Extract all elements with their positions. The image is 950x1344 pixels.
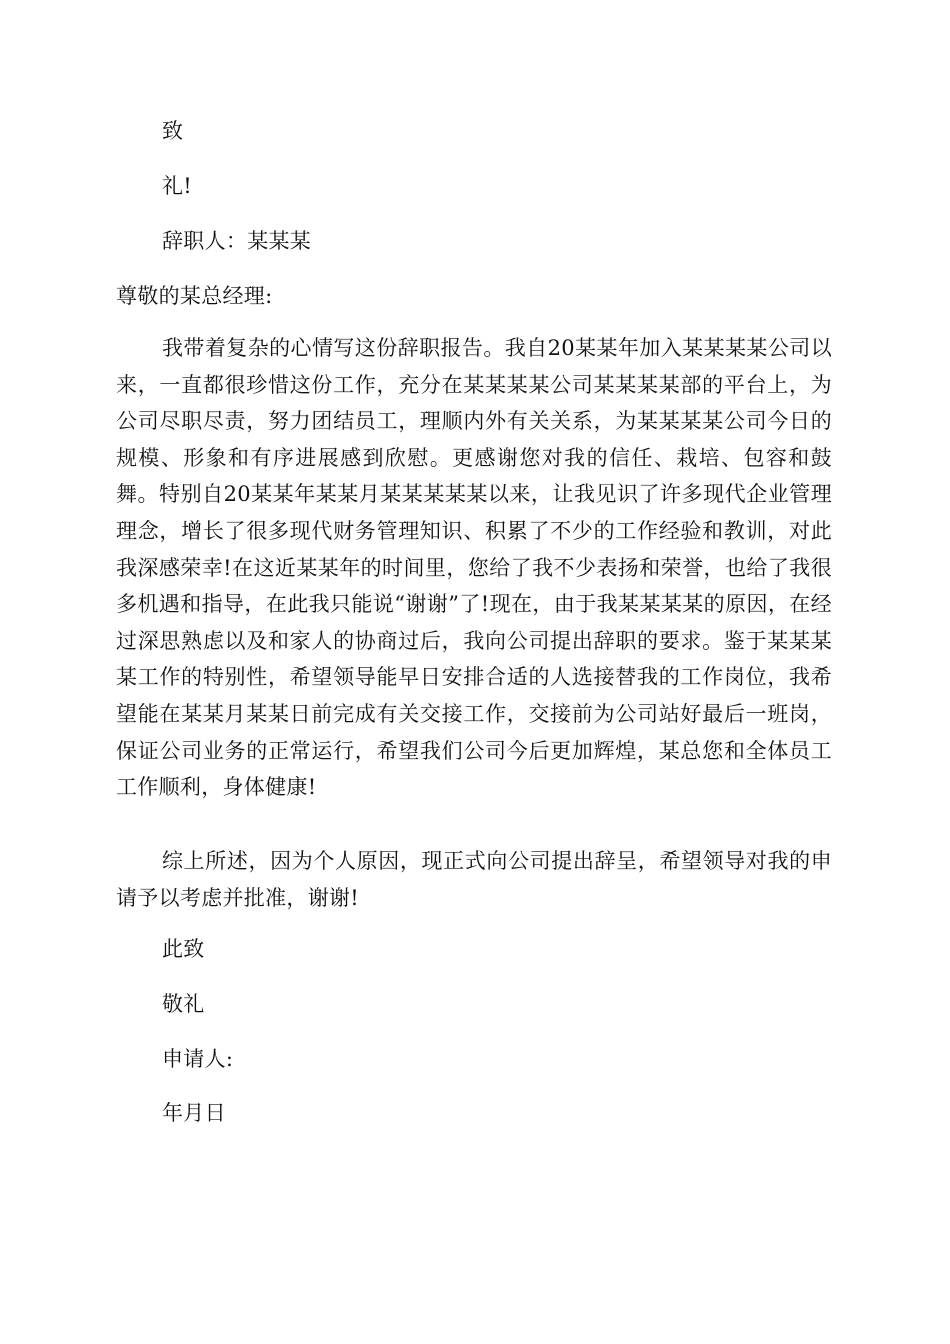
applicant-label: 申请人:	[162, 1047, 234, 1071]
closing-ci-zhi: 此致	[162, 937, 205, 961]
closing-to: 致	[162, 119, 184, 143]
letter-summary-paragraph: 综上所述，因为个人原因，现正式向公司提出辞呈，希望领导对我的申请予以考虑并批准，谢谢!	[116, 849, 832, 910]
date-label: 年月日	[162, 1101, 226, 1125]
letter-body-paragraph: 我带着复杂的心情写这份辞职报告。我自20某某年加入某某某某公司以来，一直都很珍惜这份工作，充分在某某某某公司某某某某部的平台上，为公司尽职尽责，努力团结员工，理顺内外有关关系，为某某某某公司今日的规模、形象和有序进展感到欣慰。更感谢您对我的信任、栽培、包容和鼓舞。特别自20某某年某某月某某某某某以来，让我见识了许多现代企业管理理念，增长了很多现代财务管理知识、积累了不少的工作经验和教训，对此我深感荣幸!在这近某某年的时间里，您给了我不少表扬和荣誉，也给了我很多机遇和指导，在此我只能说“谢谢”了!现在，由于我某某某某的原因，在经过深思熟虑以及和家人的协商过后，我向公司提出辞职的要求。鉴于某某某某工作的特别性，希望领导能早日安排合适的人选接替我的工作岗位，我希望能在某某月某某日前完成有关交接工作，交接前为公司站好最后一班岗，保证公司业务的正常运行，希望我们公司今后更加辉煌，某总您和全体员工工作顺利，身体健康!	[116, 336, 832, 800]
closing-salute: 礼!	[162, 174, 193, 198]
resignee-signature: 辞职人：某某某	[162, 229, 312, 253]
letter-salutation: 尊敬的某总经理:	[116, 284, 273, 308]
closing-jing-li: 敬礼	[162, 992, 205, 1016]
